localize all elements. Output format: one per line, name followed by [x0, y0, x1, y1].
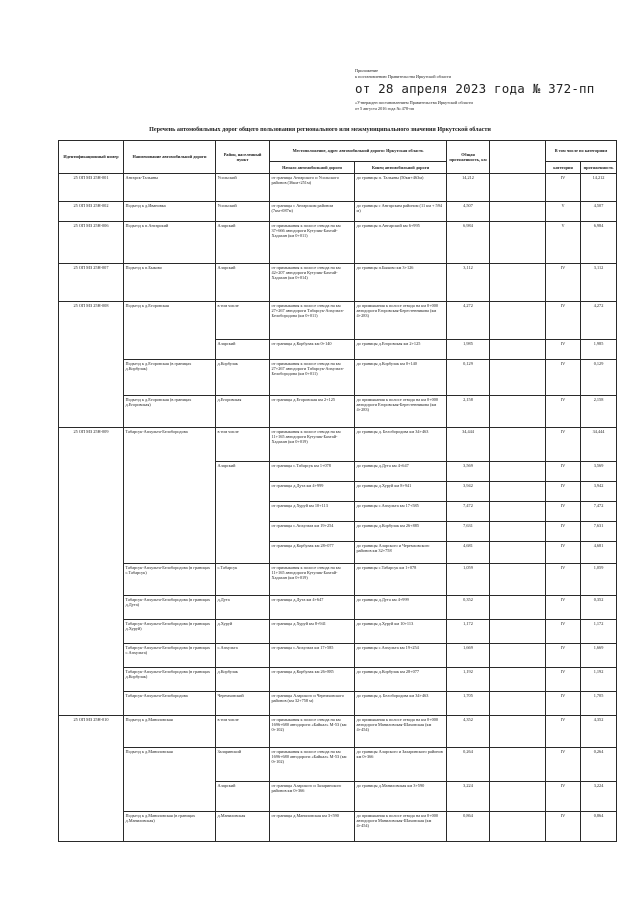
- cell-name: Подъезд к д.Ивановка: [124, 202, 216, 222]
- col-length-header: Общая протяженность, км: [447, 141, 490, 174]
- table-row: [59, 668, 617, 692]
- table-row: [59, 174, 617, 202]
- cell-district: с.Табарсук: [216, 564, 270, 596]
- cell-start: от границы с.Апхульта км 19+254: [270, 522, 355, 542]
- cell-category: IV: [546, 812, 581, 842]
- cell-cat-length: 7,472: [581, 502, 617, 522]
- cell-blank: [490, 782, 546, 812]
- cell-blank: [490, 502, 546, 522]
- cell-end: до границы д.Дута км 4+999: [355, 596, 447, 620]
- cell-blank: [490, 264, 546, 302]
- cell-id: 25 ОП МЗ 25Н-002: [59, 202, 124, 222]
- table-row: [59, 396, 617, 428]
- cell-length: 1,705: [447, 692, 490, 716]
- cell-length: 14,212: [447, 174, 490, 202]
- cell-cat-length: 1,172: [581, 620, 617, 644]
- cell-end: до границы с.Табарсук км 1+078: [355, 564, 447, 596]
- cell-blank: [490, 222, 546, 264]
- cell-category: IV: [546, 502, 581, 522]
- cell-start: от примыкания к полосе отвода на км 42+207 автодороги Кутулик-Бахтай-Хадахан (км 0+014): [270, 264, 355, 302]
- cell-cat-length: 0,352: [581, 596, 617, 620]
- cell-length: 0,864: [447, 812, 490, 842]
- cell-length: 1,059: [447, 564, 490, 596]
- cell-id: 25 ОП МЗ 25Н-010: [59, 716, 124, 842]
- cell-cat-length: 0,129: [581, 360, 617, 396]
- cell-district: д.Корбулак: [216, 668, 270, 692]
- cell-cat-length: 34,444: [581, 428, 617, 462]
- header-date: от 28 апреля 2023 года № 372-пп: [355, 81, 595, 97]
- cell-name: Подъезд к д.Маниловская: [124, 748, 216, 812]
- cell-start: от примыкания к полосе отвода на км 11+165 автодороги Кутулик-Бахтай-Хадахан (км 0+019): [270, 564, 355, 596]
- cell-blank: [490, 522, 546, 542]
- cell-end: до примыкания к полосе отвода на км 0+000 автодороги Егоровская-Берестенникова (км 4+283): [355, 396, 447, 428]
- cell-district: с.Апхульта: [216, 644, 270, 668]
- table-row: [59, 748, 617, 782]
- cell-name: Табарсук-Апхульта-Белобородова (в границах с.Табарсук): [124, 564, 216, 596]
- cell-length: 6,984: [447, 222, 490, 264]
- cell-length: 3,224: [447, 782, 490, 812]
- cell-length: 1,985: [447, 340, 490, 360]
- table-row: [59, 302, 617, 340]
- cell-blank: [490, 644, 546, 668]
- cell-id: 25 ОП МЗ 25Н-008: [59, 302, 124, 428]
- cell-category: V: [546, 202, 581, 222]
- cell-end: до границы Аларского и Черемховского районов км 32+758: [355, 542, 447, 564]
- cell-category: IV: [546, 396, 581, 428]
- cell-category: IV: [546, 264, 581, 302]
- cell-length: 2,158: [447, 396, 490, 428]
- table-row: [59, 202, 617, 222]
- cell-start: от границы д.Корбулак км 28+077: [270, 542, 355, 564]
- cell-category: IV: [546, 692, 581, 716]
- cell-blank: [490, 302, 546, 340]
- cell-start: от границы д.Дута км 4+647: [270, 596, 355, 620]
- cell-district: Усольский: [216, 174, 270, 202]
- cell-district: Усольский: [216, 202, 270, 222]
- cell-district: д.Корбулак: [216, 360, 270, 396]
- col-location-header: Местоположение, адрес автомобильной дороги: Иркутская область: [270, 141, 447, 162]
- cell-end: до границы п. Тальяны (50км+463м): [355, 174, 447, 202]
- cell-end: до границы с Ангарским районом (11 км + 594 м): [355, 202, 447, 222]
- cell-name: Подъезд к д.Маниловская (в границах д.Маниловская): [124, 812, 216, 842]
- cell-blank: [490, 340, 546, 360]
- cell-category: IV: [546, 462, 581, 482]
- cell-start: от границы Аларского и Заларинского районов км 0+366: [270, 782, 355, 812]
- cell-name: Табарсук-Апхульта-Белобородова (в границах д.Дута): [124, 596, 216, 620]
- header-line-2: к постановлению Правительства Иркутской области: [355, 73, 451, 79]
- col-name-header: Наименование автомобильной дороги: [124, 141, 216, 174]
- cell-length: 0,352: [447, 596, 490, 620]
- cell-blank: [490, 564, 546, 596]
- cell-start: от границы Ангарского и Усольского районов (36км+251м): [270, 174, 355, 202]
- cell-blank: [490, 360, 546, 396]
- cell-district: в том числе: [216, 428, 270, 462]
- cell-start: от границы д.Корбулак км 26+885: [270, 668, 355, 692]
- cell-length: 3,569: [447, 462, 490, 482]
- cell-start: от примыкания к полосе отвода на км 11+165 автодороги Кутулик-Бахтай-Хадахан (км 0+019): [270, 428, 355, 462]
- cell-name: Подъезд к д.Егоровская (в границах д.Егоровская): [124, 396, 216, 428]
- col-district-header: Район, населенный пункт: [216, 141, 270, 174]
- cell-length: 7,472: [447, 502, 490, 522]
- cell-blank: [490, 668, 546, 692]
- document-header: [355, 68, 635, 111]
- cell-name: Подъезд к п.Ангарский: [124, 222, 216, 264]
- cell-cat-length: 0,864: [581, 812, 617, 842]
- cell-length: 34,444: [447, 428, 490, 462]
- cell-blank: [490, 692, 546, 716]
- cell-district: Заларинский: [216, 748, 270, 782]
- cell-district: Аларский: [216, 782, 270, 812]
- cell-id: 25 ОП МЗ 25Н-006: [59, 222, 124, 264]
- cell-start: от границы с.Табарсук км 1+078: [270, 462, 355, 482]
- cell-cat-length: 3,569: [581, 462, 617, 482]
- cell-cat-length: 1,705: [581, 692, 617, 716]
- cell-end: до границы д.Хуруй км 10+113: [355, 620, 447, 644]
- col-incl-header: В том числе по категориям: [546, 141, 617, 162]
- cell-length: 1,172: [447, 620, 490, 644]
- cell-start: от примыкания к полосе отвода на км 27+267 автодороги Табарсук-Апхульта-Белобородова (км 0+011): [270, 360, 355, 396]
- table-row: [59, 360, 617, 396]
- cell-cat-length: 4,352: [581, 716, 617, 748]
- cell-category: IV: [546, 782, 581, 812]
- cell-start: от границы д.Егоровская км 2+125: [270, 396, 355, 428]
- cell-end: до границы д. Белобородова км 34+463: [355, 692, 447, 716]
- table-row: [59, 644, 617, 668]
- cell-blank: [490, 482, 546, 502]
- cell-name: Табарсук-Апхульта-Белобородова (в границах д.Хуруй): [124, 620, 216, 644]
- cell-blank: [490, 396, 546, 428]
- col-cat-length-header: протяженность: [581, 162, 617, 174]
- cell-cat-length: 1,192: [581, 668, 617, 692]
- cell-end: до границы д.Корбулак км 26+885: [355, 522, 447, 542]
- cell-category: IV: [546, 564, 581, 596]
- cell-end: до границы д.Корбулак км 28+077: [355, 668, 447, 692]
- cell-district: д.Дута: [216, 596, 270, 620]
- cell-end: до границы д.Корбулак км 0+140: [355, 360, 447, 396]
- cell-category: IV: [546, 644, 581, 668]
- roads-table: [58, 140, 617, 842]
- cell-district: д.Маниловская: [216, 812, 270, 842]
- cell-end: до границы п.Быково км 3+126: [355, 264, 447, 302]
- cell-name: Подъезд к п.Быково: [124, 264, 216, 302]
- table-row: [59, 596, 617, 620]
- cell-district: д.Егоровская: [216, 396, 270, 428]
- header-line-4: от 5 августа 2016 года № 478-пп: [355, 105, 415, 111]
- cell-length: 3,112: [447, 264, 490, 302]
- cell-blank: [490, 202, 546, 222]
- cell-end: до границы д.Маниловская км 3+590: [355, 782, 447, 812]
- cell-category: IV: [546, 522, 581, 542]
- cell-category: IV: [546, 482, 581, 502]
- cell-blank: [490, 716, 546, 748]
- cell-length: 4,507: [447, 202, 490, 222]
- cell-category: IV: [546, 748, 581, 782]
- cell-start: от границы Аларского и Черемховского районов (км 32+758 м): [270, 692, 355, 716]
- cell-cat-length: 1,669: [581, 644, 617, 668]
- cell-category: IV: [546, 596, 581, 620]
- cell-blank: [490, 542, 546, 564]
- cell-start: от примыкания к полосе отвода на км 1696+680 автодороги «Байкал» М-53 (км 0+102): [270, 748, 355, 782]
- cell-length: 1,669: [447, 644, 490, 668]
- cell-district: в том числе: [216, 716, 270, 748]
- cell-blank: [490, 174, 546, 202]
- cell-name: Подъезд к д.Егоровская: [124, 302, 216, 360]
- cell-cat-length: 3,942: [581, 482, 617, 502]
- cell-end: до примыкания к полосе отвода на км 0+000 автодороги Маниловская-Шаховская (км 4+454): [355, 812, 447, 842]
- cell-category: IV: [546, 668, 581, 692]
- cell-length: 4,681: [447, 542, 490, 564]
- cell-district: в том числе: [216, 302, 270, 340]
- cell-end: до примыкания к полосе отвода на км 0+000 автодороги Егоровская-Берестенникова (км 4+283): [355, 302, 447, 340]
- cell-start: от границы д.Дута км 4+999: [270, 482, 355, 502]
- table-row: [59, 716, 617, 748]
- cell-blank: [490, 428, 546, 462]
- cell-category: IV: [546, 360, 581, 396]
- cell-name: Ангарск-Тальяны: [124, 174, 216, 202]
- table-row: [59, 692, 617, 716]
- cell-category: IV: [546, 542, 581, 564]
- cell-name: Подъезд к д.Егоровская (в границах д.Корбулак): [124, 360, 216, 396]
- cell-category: IV: [546, 174, 581, 202]
- cell-end: до границы д.Хуруй км 8+941: [355, 482, 447, 502]
- cell-cat-length: 7,631: [581, 522, 617, 542]
- document-title: Перечень автомобильных дорог общего пользования регионального или межмуниципального значения Иркутской области: [149, 127, 491, 133]
- cell-category: IV: [546, 428, 581, 462]
- cell-start: от примыкания к полосе отвода на км 27+267 автодороги Табарсук-Апхульта-Белобородова (км 0+011): [270, 302, 355, 340]
- table-row: [59, 812, 617, 842]
- cell-end: до границы п.Ангарский км 6+995: [355, 222, 447, 264]
- cell-cat-length: 4,507: [581, 202, 617, 222]
- cell-length: 3,942: [447, 482, 490, 502]
- cell-cat-length: 0,264: [581, 748, 617, 782]
- cell-cat-length: 2,158: [581, 396, 617, 428]
- cell-end: до границы д.Егоровская км 2+125: [355, 340, 447, 360]
- col-start-header: Начало автомобильной дороги: [270, 162, 355, 174]
- table-row: [59, 428, 617, 462]
- cell-start: от примыкания к полосе отвода на км 37+666 автодороги Кутулик-Бахтай-Хадахан (км 0+011): [270, 222, 355, 264]
- cell-end: до границы с.Апхульта км 17+585: [355, 502, 447, 522]
- cell-cat-length: 3,224: [581, 782, 617, 812]
- cell-cat-length: 1,059: [581, 564, 617, 596]
- cell-start: от границы с.Апхульта км 17+585: [270, 644, 355, 668]
- cell-start: от границы д.Корбулак км 0+140: [270, 340, 355, 360]
- cell-district: Аларский: [216, 264, 270, 302]
- cell-blank: [490, 620, 546, 644]
- cell-category: IV: [546, 302, 581, 340]
- cell-start: от границы д.Хуруй км 8+941: [270, 620, 355, 644]
- cell-district: Аларский: [216, 222, 270, 264]
- cell-blank: [490, 812, 546, 842]
- cell-length: 0,129: [447, 360, 490, 396]
- cell-category: IV: [546, 340, 581, 360]
- cell-start: от примыкания к полосе отвода на км 1696+680 автодороги «Байкал» М-53 (км 0+102): [270, 716, 355, 748]
- table-row: [59, 222, 617, 264]
- cell-id: 25 ОП МЗ 25Н-001: [59, 174, 124, 202]
- cell-length: 1,192: [447, 668, 490, 692]
- cell-district: Аларский: [216, 340, 270, 360]
- cell-district: Черемховский: [216, 692, 270, 716]
- cell-district: Аларский: [216, 462, 270, 564]
- col-id-header: Идентификационный номер: [59, 141, 124, 174]
- cell-name: Табарсук-Апхульта-Белобородова (в границах д.Корбулак): [124, 668, 216, 692]
- col-category-header: категория: [546, 162, 581, 174]
- cell-id: 25 ОП МЗ 25Н-007: [59, 264, 124, 302]
- cell-id: 25 ОП МЗ 25Н-009: [59, 428, 124, 716]
- cell-length: 7,631: [447, 522, 490, 542]
- table-row: [59, 264, 617, 302]
- cell-end: до границы д.Дута км 4+647: [355, 462, 447, 482]
- table-row: [59, 620, 617, 644]
- cell-blank: [490, 596, 546, 620]
- header-line-3: «Утвержден постановлением Правительства Иркутской области: [355, 100, 473, 106]
- cell-length: 4,352: [447, 716, 490, 748]
- cell-name: Табарсук-Апхульта-Белобородова: [124, 692, 216, 716]
- cell-name: Табарсук-Апхульта-Белобородова: [124, 428, 216, 564]
- cell-blank: [490, 748, 546, 782]
- cell-length: 0,264: [447, 748, 490, 782]
- col-blank-header: [490, 141, 546, 174]
- cell-end: до границы Аларского и Заларинского районов км 0+366: [355, 748, 447, 782]
- cell-end: до границы с.Апхульта км 19+254: [355, 644, 447, 668]
- cell-cat-length: 4,272: [581, 302, 617, 340]
- cell-name: Подъезд к д.Маниловская: [124, 716, 216, 748]
- col-end-header: Конец автомобильной дороги: [355, 162, 447, 174]
- cell-cat-length: 6,984: [581, 222, 617, 264]
- cell-category: IV: [546, 716, 581, 748]
- cell-start: от границы с Ангарским районом (7км+087м): [270, 202, 355, 222]
- cell-start: от границы д.Маниловская км 3+590: [270, 812, 355, 842]
- cell-name: Табарсук-Апхульта-Белобородова (в границах с.Апхульта): [124, 644, 216, 668]
- cell-end: до примыкания к полосе отвода на км 0+000 автодороги Маниловская-Шаховская (км 4+454): [355, 716, 447, 748]
- cell-cat-length: 1,985: [581, 340, 617, 360]
- cell-start: от границы д.Хуруй км 10+113: [270, 502, 355, 522]
- cell-cat-length: 4,681: [581, 542, 617, 564]
- cell-category: IV: [546, 620, 581, 644]
- cell-district: д.Хуруй: [216, 620, 270, 644]
- table-row: [59, 564, 617, 596]
- cell-length: 4,272: [447, 302, 490, 340]
- cell-cat-length: 14,212: [581, 174, 617, 202]
- cell-cat-length: 3,112: [581, 264, 617, 302]
- cell-category: V: [546, 222, 581, 264]
- cell-blank: [490, 462, 546, 482]
- header-line-1: Приложение: [355, 68, 379, 73]
- cell-end: до границы д. Белобородова км 34+463: [355, 428, 447, 462]
